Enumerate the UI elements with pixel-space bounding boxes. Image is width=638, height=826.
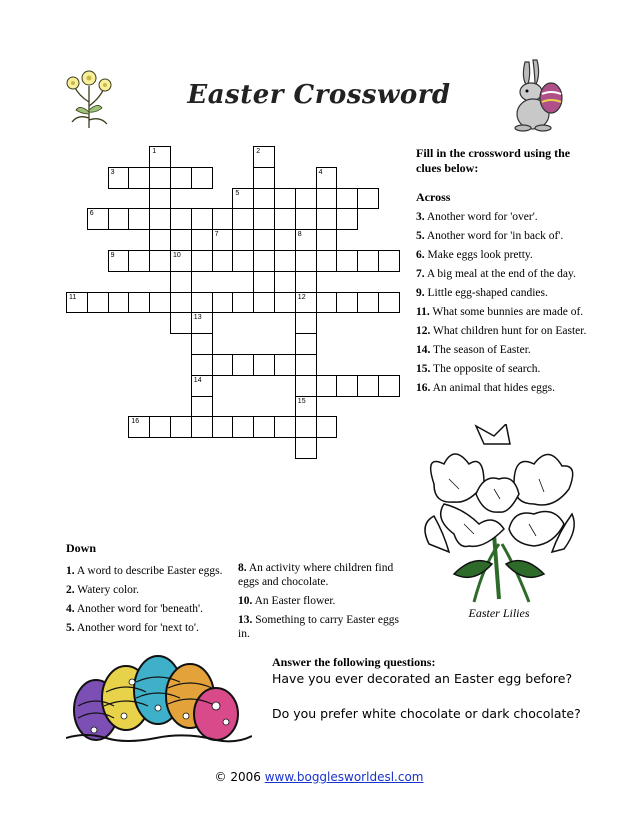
crossword-cell[interactable] — [212, 250, 234, 272]
clue-item — [416, 229, 596, 243]
question-1: Have you ever decorated an Easter egg before? — [272, 671, 573, 686]
clue-text: What children hunt for on Easter. — [433, 325, 587, 337]
crossword-cell[interactable] — [232, 292, 254, 314]
clue-item — [238, 561, 400, 589]
clue-text: An activity where children find eggs and chocolate. — [238, 562, 394, 588]
crossword-cell[interactable] — [149, 416, 171, 438]
clue-number: 1 — [152, 148, 157, 155]
crossword-cell[interactable] — [232, 354, 254, 376]
crossword-cell[interactable] — [170, 416, 192, 438]
crossword-cell[interactable] — [274, 354, 296, 376]
crossword-cell[interactable] — [295, 354, 317, 376]
crossword-cell[interactable] — [253, 167, 275, 189]
clue-text: The season of Easter. — [433, 344, 531, 356]
crossword-cell[interactable] — [108, 208, 130, 230]
crossword-cell[interactable] — [316, 208, 338, 230]
crossword-cell[interactable] — [274, 208, 296, 230]
crossword-cell[interactable] — [336, 188, 358, 210]
clue-text: A big meal at the end of the day. — [426, 268, 576, 280]
clue-item — [416, 248, 596, 262]
crossword-cell[interactable] — [232, 229, 254, 251]
crossword-cell[interactable] — [191, 292, 213, 314]
clue-num: 9. — [416, 287, 425, 299]
clue-text: A word to describe Easter eggs. — [76, 565, 223, 577]
clue-item — [238, 594, 400, 608]
clue-item — [416, 305, 596, 319]
crossword-cell[interactable] — [253, 188, 275, 210]
crossword-cell[interactable] — [357, 250, 379, 272]
clue-number: 11 — [69, 293, 77, 301]
crossword-cell[interactable] — [191, 333, 213, 355]
crossword-cell[interactable] — [149, 167, 171, 189]
crossword-cell[interactable] — [253, 354, 275, 376]
clue-item — [416, 267, 596, 281]
crossword-cell[interactable] — [357, 375, 379, 397]
crossword-cell[interactable] — [232, 208, 254, 230]
crossword-cell[interactable] — [336, 250, 358, 272]
crossword-cell[interactable] — [316, 375, 338, 397]
clue-item — [238, 613, 400, 641]
crossword-cell[interactable] — [274, 416, 296, 438]
crossword-cell[interactable] — [357, 188, 379, 210]
crossword-cell[interactable] — [170, 312, 192, 334]
crossword-cell[interactable] — [128, 292, 150, 314]
clue-item — [66, 564, 236, 578]
clue-text: Little egg-shaped candies. — [427, 287, 548, 299]
clue-number: 14 — [193, 376, 202, 384]
crossword-cell[interactable] — [253, 416, 275, 438]
crossword-cell[interactable] — [191, 396, 213, 418]
crossword-cell[interactable] — [378, 292, 400, 314]
clue-num: 12. — [416, 325, 431, 337]
crossword-cell[interactable] — [170, 229, 192, 251]
crossword-cell[interactable] — [170, 167, 192, 189]
clue-num: 6. — [416, 249, 425, 261]
crossword-cell[interactable] — [149, 250, 171, 272]
crossword-cell[interactable] — [253, 250, 275, 272]
clue-num: 7. — [416, 268, 425, 280]
footer — [0, 770, 638, 784]
crossword-cell[interactable] — [253, 208, 275, 230]
clue-num: 5. — [66, 622, 75, 634]
across-heading: Across — [416, 190, 451, 204]
crossword-cell[interactable] — [295, 271, 317, 293]
crossword-cell[interactable] — [128, 250, 150, 272]
crossword-cell[interactable] — [87, 292, 109, 314]
crossword-cell[interactable] — [274, 188, 296, 210]
clue-num: 3. — [416, 211, 425, 223]
clue-text: What some bunnies are made of. — [432, 306, 584, 318]
questions-section — [272, 655, 602, 721]
crossword-cell[interactable] — [212, 354, 234, 376]
clue-text: Another word for 'next to'. — [76, 622, 199, 634]
crossword-cell[interactable] — [295, 333, 317, 355]
clue-num: 13. — [238, 614, 253, 626]
clue-text: Something to carry Easter eggs in. — [238, 614, 399, 640]
clue-number: 9 — [110, 252, 115, 259]
across-clue-list — [416, 210, 596, 395]
clue-number: 5 — [235, 189, 240, 197]
clue-number: 13 — [193, 314, 202, 322]
crossword-cell[interactable] — [357, 292, 379, 314]
clue-num: 15. — [416, 363, 431, 375]
crossword-cell[interactable] — [316, 416, 338, 438]
crossword-cell[interactable] — [378, 375, 400, 397]
crossword-cell[interactable] — [336, 375, 358, 397]
clue-number: 10 — [173, 252, 181, 259]
crossword-cell[interactable] — [295, 416, 317, 438]
page-title: Easter Crossword — [187, 80, 451, 110]
crossword-cell[interactable] — [128, 167, 150, 189]
clue-num: 10. — [238, 595, 253, 607]
clue-number: 15 — [297, 397, 306, 405]
clue-num: 14. — [416, 344, 431, 356]
crossword-cell[interactable] — [253, 292, 275, 314]
clue-item — [416, 343, 596, 357]
clue-number: 6 — [89, 210, 94, 218]
clue-text: The opposite of search. — [433, 363, 541, 375]
clue-number: 4 — [318, 168, 323, 176]
crossword-cell[interactable] — [149, 188, 171, 210]
crossword-cell[interactable] — [295, 375, 317, 397]
clue-num: 4. — [66, 603, 75, 615]
crossword-cell[interactable] — [108, 292, 130, 314]
crossword-cell[interactable] — [149, 292, 171, 314]
down-clue-list-2 — [238, 556, 400, 641]
clue-item — [66, 583, 236, 597]
crossword-cell[interactable] — [191, 416, 213, 438]
crossword-cell[interactable] — [170, 271, 192, 293]
clue-num: 8. — [238, 562, 247, 574]
website-link[interactable]: www.bogglesworldesl.com — [264, 770, 424, 784]
clue-text: Another word for 'beneath'. — [76, 603, 204, 615]
crossword-cell[interactable] — [128, 208, 150, 230]
clue-number: 2 — [256, 148, 261, 155]
clue-text: Another word for 'over'. — [426, 211, 538, 223]
crossword-cell[interactable] — [253, 229, 275, 251]
clue-item — [66, 621, 236, 635]
crossword-cell[interactable] — [149, 208, 171, 230]
crossword-cell[interactable] — [170, 208, 192, 230]
clue-num: 11. — [416, 306, 430, 318]
crossword-cell[interactable] — [232, 250, 254, 272]
lilies-caption: Easter Lilies — [468, 606, 530, 620]
down-clue-list-1 — [66, 559, 236, 635]
clue-number: 12 — [297, 293, 306, 301]
crossword-cell[interactable] — [378, 250, 400, 272]
instructions: Fill in the crossword using the clues below: — [416, 146, 571, 175]
crossword-cell[interactable] — [295, 312, 317, 334]
crossword-cell[interactable] — [274, 250, 296, 272]
clue-num: 2. — [66, 584, 75, 596]
crossword-cell[interactable] — [191, 167, 213, 189]
crossword-cell[interactable] — [316, 188, 338, 210]
clue-text: An animal that hides eggs. — [432, 382, 555, 394]
clue-item — [416, 362, 596, 376]
crossword-cell[interactable] — [336, 292, 358, 314]
clue-text: Make eggs look pretty. — [427, 249, 533, 261]
clue-text: Another word for 'in back of'. — [426, 230, 564, 242]
clue-item — [66, 602, 236, 616]
clue-item — [416, 286, 596, 300]
crossword-cell[interactable] — [295, 208, 317, 230]
clue-number: 7 — [214, 231, 219, 239]
question-2: Do you prefer white chocolate or dark chocolate? — [272, 706, 581, 721]
clue-num: 1. — [66, 565, 75, 577]
crossword-cell[interactable] — [232, 416, 254, 438]
crossword-cell[interactable] — [212, 416, 234, 438]
crossword-cell[interactable] — [191, 354, 213, 376]
down-heading: Down — [66, 541, 97, 555]
crossword-cell[interactable] — [274, 292, 296, 314]
clue-num: 5. — [416, 230, 425, 242]
crossword-cell[interactable] — [253, 271, 275, 293]
crossword-cell[interactable] — [295, 188, 317, 210]
crossword-cell[interactable] — [274, 229, 296, 251]
crossword-cell[interactable] — [316, 292, 338, 314]
crossword-cell[interactable] — [170, 292, 192, 314]
clue-number: 16 — [131, 418, 140, 426]
clue-number: 3 — [110, 168, 115, 176]
crossword-cell[interactable] — [316, 250, 338, 272]
crossword-cell[interactable] — [316, 229, 338, 251]
questions-heading: Answer the following questions: — [272, 655, 436, 669]
clue-text: An Easter flower. — [254, 595, 336, 607]
crossword-cell[interactable] — [191, 208, 213, 230]
crossword-cell[interactable] — [212, 208, 234, 230]
crossword-cell[interactable] — [149, 229, 171, 251]
clue-item — [416, 324, 596, 338]
clue-number: 8 — [297, 231, 302, 239]
crossword-cell[interactable] — [191, 250, 213, 272]
crossword-cell[interactable] — [336, 208, 358, 230]
clue-text: Watery color. — [77, 584, 139, 596]
easter-eggs-image — [66, 646, 252, 746]
easter-lilies-image — [414, 424, 584, 606]
clue-item — [416, 381, 596, 395]
copyright-text: © 2006 — [214, 770, 261, 784]
clue-item — [416, 210, 596, 224]
crossword-cell[interactable] — [295, 250, 317, 272]
crossword-cell[interactable] — [295, 437, 317, 459]
crossword-cell[interactable] — [212, 292, 234, 314]
clue-num: 16. — [416, 382, 431, 394]
